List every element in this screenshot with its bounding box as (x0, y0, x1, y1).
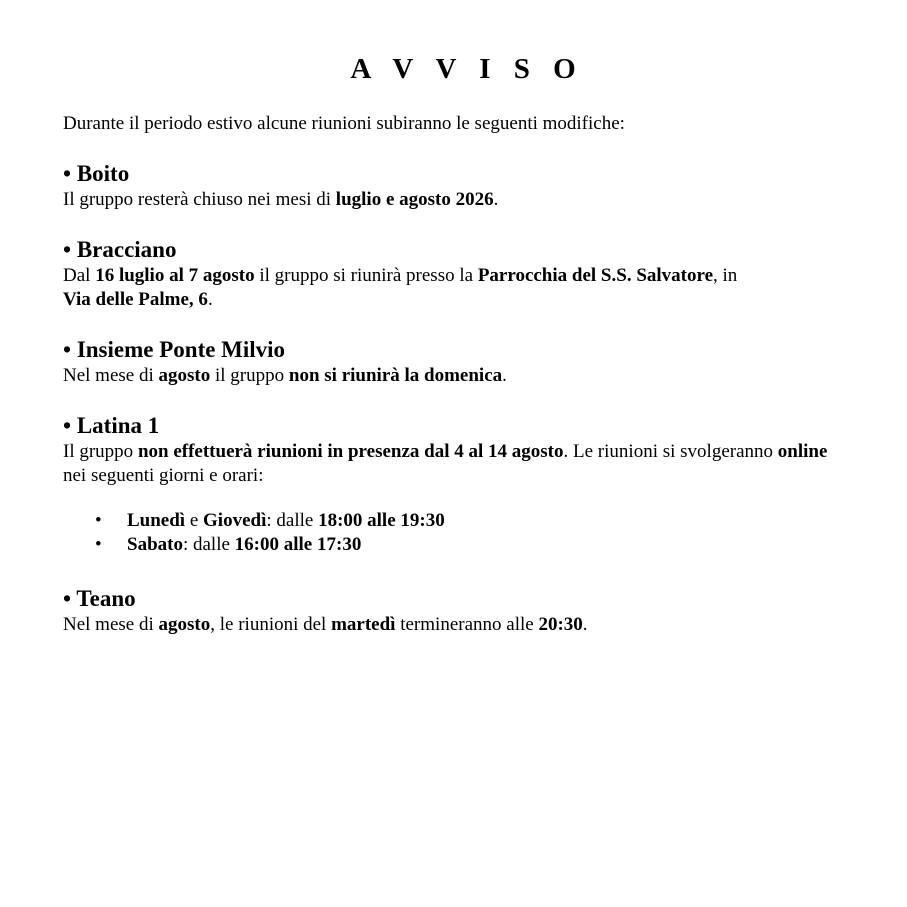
emphasis-text: agosto (158, 365, 211, 386)
heading-text: Latina 1 (76, 413, 160, 438)
emphasis-text: 16 luglio al 7 agosto (95, 265, 255, 286)
bullet-glyph: • (63, 237, 72, 262)
bullet-glyph: • (63, 586, 72, 611)
emphasis-text: 20:30 (538, 614, 583, 635)
section-heading (63, 585, 853, 613)
day-label: Lunedì (127, 510, 186, 531)
section-teano (63, 585, 853, 637)
section-body (63, 364, 853, 388)
body-text: . (582, 614, 588, 635)
time-range: 16:00 alle 17:30 (234, 534, 362, 555)
body-text: : dalle (182, 534, 235, 555)
notice-title: A V V I S O (350, 53, 584, 85)
list-bullet-icon: • (95, 534, 102, 555)
time-range: 18:00 alle 19:30 (318, 510, 445, 531)
schedule-list (63, 509, 853, 557)
section-bracciano (63, 236, 853, 312)
section-body (63, 188, 853, 212)
body-text: termineranno alle (395, 614, 539, 635)
bullet-glyph: • (63, 161, 72, 186)
body-text: . (502, 365, 507, 386)
body-text: . (493, 189, 499, 210)
body-text: il gruppo (210, 365, 289, 386)
bullet-glyph: • (63, 413, 72, 438)
section-heading (63, 412, 853, 440)
section-heading (63, 160, 853, 188)
emphasis-text: agosto (158, 614, 211, 635)
section-ponte-milvio (63, 336, 853, 388)
emphasis-text: Via delle Palme, 6 (63, 289, 208, 310)
heading-text: Boito (76, 161, 130, 186)
body-text: : dalle (266, 510, 319, 531)
body-text: Dal (63, 265, 96, 286)
section-body (63, 264, 853, 312)
body-text: il gruppo si riunirà presso la (254, 265, 478, 286)
body-text: , in (713, 265, 738, 286)
day-label: Giovedì (203, 510, 267, 531)
bullet-glyph: • (63, 337, 72, 362)
body-text: e (185, 510, 204, 531)
intro-text: Durante il periodo estivo alcune riunioni subiranno le seguenti modifiche: (63, 113, 625, 134)
emphasis-text: Parrocchia del S.S. Salvatore (477, 265, 714, 286)
emphasis-text: luglio e agosto 2026 (335, 189, 494, 210)
list-bullet-icon: • (95, 510, 102, 531)
body-text: Il gruppo resterà chiuso nei mesi di (63, 189, 336, 210)
body-text: , le riunioni del (210, 614, 332, 635)
notice-page (63, 52, 853, 637)
emphasis-text: non si riunirà la domenica (288, 365, 503, 386)
body-text: nei seguenti giorni e orari: (63, 465, 264, 486)
heading-text: Bracciano (76, 237, 177, 262)
section-heading (63, 336, 853, 364)
section-boito (63, 160, 853, 212)
emphasis-text: online (777, 441, 828, 462)
list-item (63, 533, 853, 557)
section-heading (63, 236, 853, 264)
day-label: Sabato (127, 534, 183, 555)
heading-text: Insieme Ponte Milvio (76, 337, 286, 362)
section-latina (63, 412, 853, 557)
body-text: Nel mese di (63, 614, 159, 635)
section-body (63, 613, 853, 637)
body-text: Nel mese di (63, 365, 159, 386)
heading-text: Teano (76, 586, 136, 611)
body-text: . (207, 289, 213, 310)
section-body (63, 440, 853, 488)
emphasis-text: non effettuerà riunioni in presenza dal 4 al 14 agosto (137, 441, 564, 462)
body-text: Il gruppo (63, 441, 138, 462)
body-text: . Le riunioni si svolgeranno (563, 441, 778, 462)
emphasis-text: martedì (331, 614, 396, 635)
list-item (63, 509, 853, 533)
